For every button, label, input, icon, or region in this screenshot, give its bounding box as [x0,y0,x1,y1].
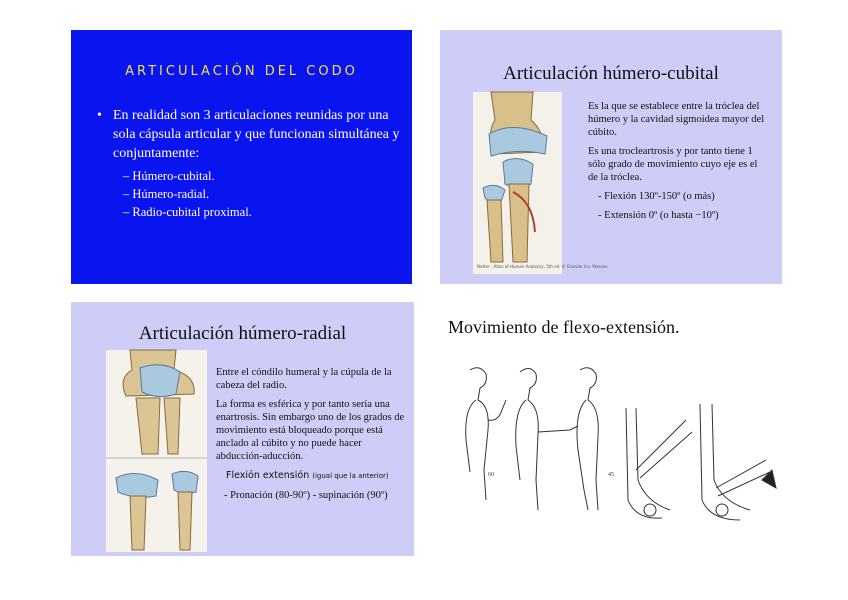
slide1-title: ARTICULACIÓN DEL CODO [125,64,358,79]
slide3-title: Articulación húmero-radial [138,323,347,344]
slide3-flex-ext-label: Flexión extensión [226,470,310,481]
slide-humero-cubital [440,30,782,284]
slide3-paragraph-2: La forma es esférica y por tanto sería una enartrosis. Sin embargo uno de los grados de movimiento está bloqueado porque está anclado al cúbito y no puede hacer abducción-aducción. [216,399,405,462]
slide3-pron-sup: - Pronación (80-90º) - supinación (90º) [224,490,388,501]
slide1-list [123,167,402,221]
slide3-flex-ext [216,469,406,483]
slide2-extension: - Extensión 0º (o hasta −10º) [598,210,719,221]
slide3-flex-ext-note: (igual que la anterior) [312,472,389,480]
slide2-flexion: - Flexión 130º-150º (o más) [598,191,715,202]
slide-articulacion-del-codo [71,30,412,284]
list-item: – Húmero-cubital. [123,167,402,185]
slide-flexo-extension [440,302,782,556]
list-item: – Radio-cubital proximal. [123,203,402,221]
slide3-text [216,366,406,508]
slide4-title: Movimiento de flexo-extensión. [448,317,680,337]
slide1-bullet-text: En realidad son 3 articulaciones reunidas por una sola cápsula articular y que funcionan simultánea y conjuntamente: [113,108,400,161]
elbow-anatomy-image [473,92,608,274]
slide3-paragraph-1: Entre el cóndilo humeral y la cúpula de la cabeza del radio. [216,367,392,391]
flexo-extension-illustration [440,360,782,550]
slide1-bullet [97,106,402,221]
image-caption: Netter - Atlas of Human Anatomy, 5th ed. © Elsevier Inc. Masson [477,264,608,269]
slide2-paragraph-2: Es una trocleartrosis y por tanto tiene 1 sólo grado de movimiento cuyo eje es el de la tróclea. [588,146,758,183]
slide2-title: Articulación húmero-cubital [503,63,719,84]
slide-humero-radial [71,302,414,556]
elbow-radial-image [106,350,207,552]
svg-text:60: 60 [488,472,494,478]
list-item: – Húmero-radial. [123,185,402,203]
svg-text:45: 45 [608,472,614,478]
slide2-text [588,100,766,228]
bullet-dot-icon: • [97,108,102,123]
slide2-paragraph-1: Es la que se establece entre la tróclea del húmero y la cavidad sigmoidea mayor del cúbito. [588,101,765,138]
